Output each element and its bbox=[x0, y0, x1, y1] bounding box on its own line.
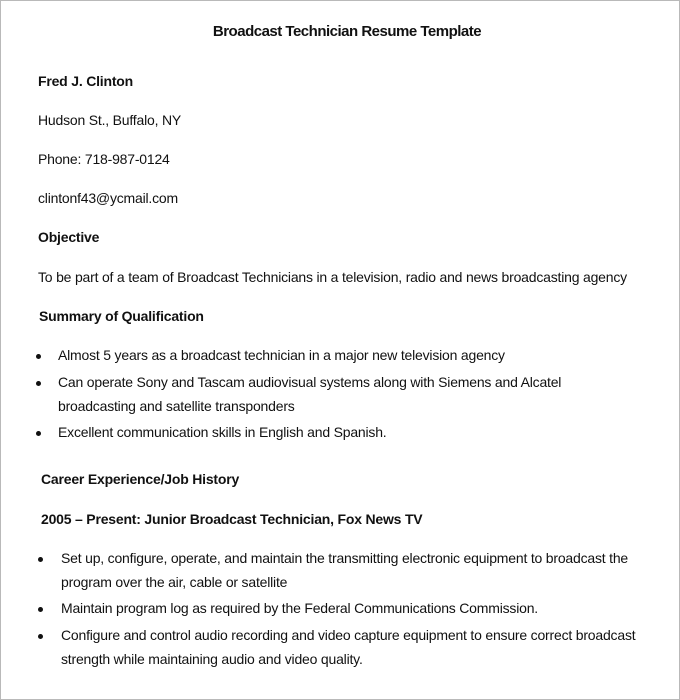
bullet-icon bbox=[38, 607, 43, 612]
phone: Phone: 718-987-0124 bbox=[38, 151, 170, 167]
bullet-icon bbox=[38, 634, 43, 639]
job-title: 2005 – Present: Junior Broadcast Technician, Fox News TV bbox=[41, 511, 423, 527]
summary-item-line: Almost 5 years as a broadcast technician in a major new television agency bbox=[58, 347, 505, 363]
summary-item-line: Can operate Sony and Tascam audiovisual systems along with Siemens and Alcatel bbox=[58, 374, 562, 390]
candidate-name: Fred J. Clinton bbox=[38, 73, 134, 89]
summary-item-line: broadcasting and satellite transponders bbox=[58, 398, 295, 414]
objective-text: To be part of a team of Broadcast Technicians in a television, radio and news broadcasting agency bbox=[38, 269, 627, 285]
career-item-line: Maintain program log as required by the Federal Communications Commission. bbox=[61, 600, 538, 616]
career-item-line: Set up, configure, operate, and maintain the transmitting electronic equipment to broadcast the bbox=[61, 550, 629, 566]
bullet-icon bbox=[38, 557, 43, 562]
career-heading: Career Experience/Job History bbox=[41, 471, 240, 487]
bullet-icon bbox=[36, 431, 41, 436]
bullet-icon bbox=[36, 381, 41, 386]
address: Hudson St., Buffalo, NY bbox=[38, 112, 182, 128]
document-title: Broadcast Technician Resume Template bbox=[212, 23, 482, 40]
summary-heading: Summary of Qualification bbox=[39, 308, 204, 324]
objective-heading: Objective bbox=[38, 229, 100, 245]
bullet-icon bbox=[36, 354, 41, 359]
email: clintonf43@ycmail.com bbox=[38, 190, 178, 206]
career-item-line: strength while maintaining audio and video quality. bbox=[61, 651, 363, 667]
career-item-line: program over the air, cable or satellite bbox=[61, 574, 288, 590]
career-item-line: Configure and control audio recording and video capture equipment to ensure correct broadcast bbox=[61, 627, 636, 643]
summary-item-line: Excellent communication skills in English and Spanish. bbox=[58, 424, 387, 440]
